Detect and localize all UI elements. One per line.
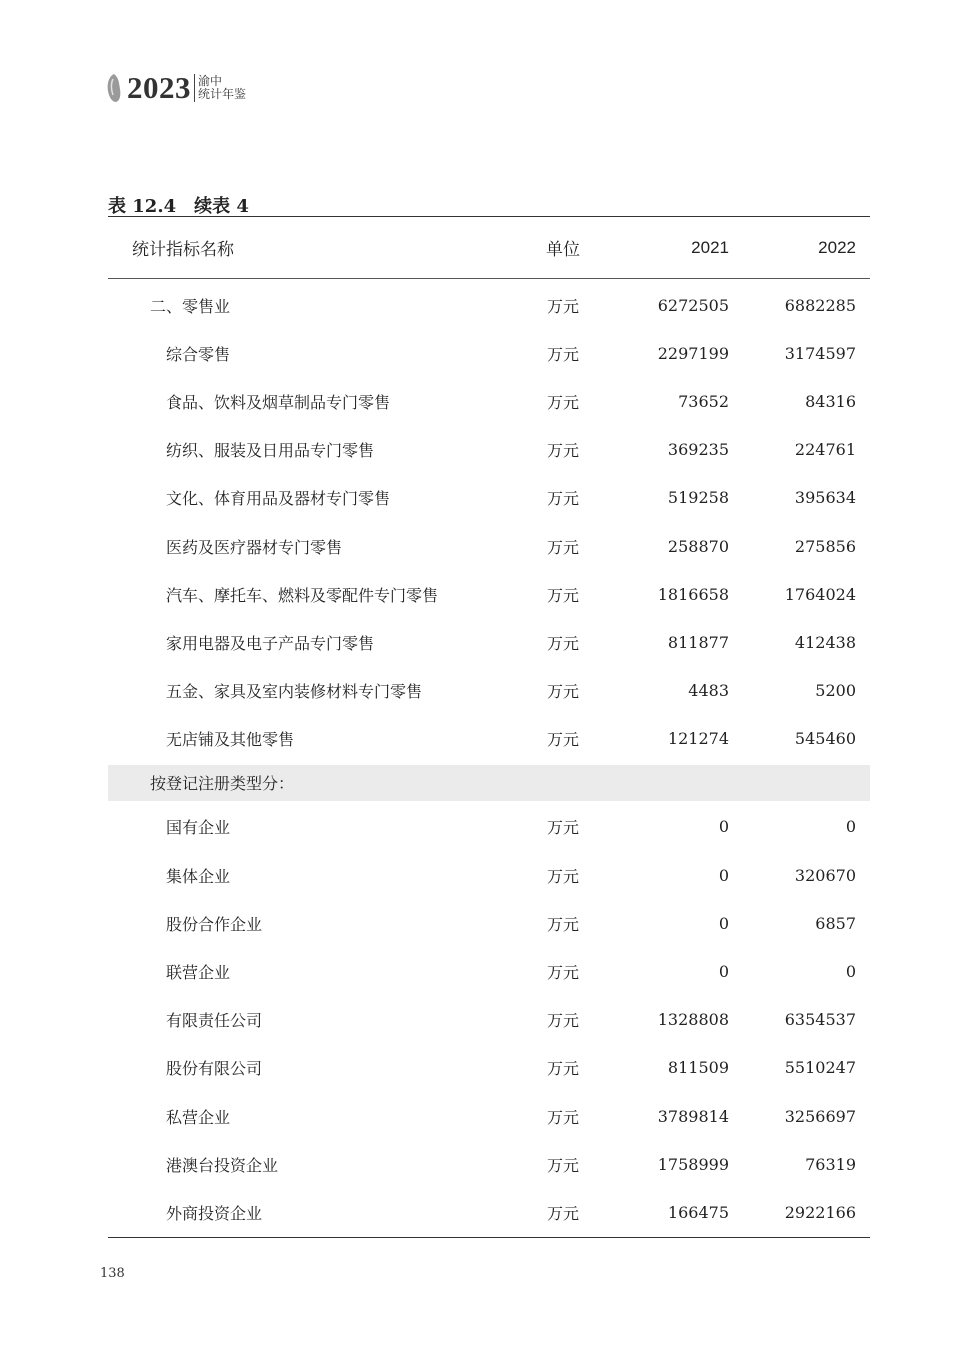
row-value-2022: 76319 — [805, 1154, 856, 1174]
row-value-2021: 1758999 — [657, 1154, 729, 1174]
row-unit: 万元 — [546, 914, 579, 934]
row-value-2021: 369235 — [667, 440, 729, 460]
row-unit: 万元 — [546, 682, 579, 702]
row-value-2022: 1764024 — [784, 584, 856, 604]
row-value-2021: 0 — [718, 817, 729, 837]
row-value-2021: 73652 — [678, 391, 729, 411]
row-unit: 万元 — [546, 537, 579, 557]
table-row — [108, 281, 870, 329]
yearbook-year: 2023 — [127, 70, 191, 105]
row-unit: 万元 — [546, 1203, 579, 1223]
row-name: 有限责任公司 — [166, 1011, 263, 1031]
row-unit: 万元 — [546, 1011, 579, 1031]
yearbook-logo-icon — [105, 73, 123, 103]
row-name: 二、零售业 — [150, 296, 231, 316]
row-unit: 万元 — [546, 585, 579, 605]
row-value-2021: 258870 — [667, 536, 729, 556]
header-unit: 单位 — [546, 240, 580, 260]
row-unit: 万元 — [546, 866, 579, 886]
row-name: 外商投资企业 — [166, 1203, 263, 1223]
header-name: 统计指标名称 — [132, 240, 234, 260]
row-value-2022: 224761 — [794, 440, 856, 460]
row-value-2022: 275856 — [794, 536, 856, 556]
row-name: 医药及医疗器材专门零售 — [166, 537, 343, 557]
brand-line-1: 渝中 — [198, 73, 223, 88]
row-name: 综合零售 — [166, 344, 231, 364]
table-row — [108, 947, 870, 995]
table-row — [108, 803, 870, 851]
row-name: 五金、家具及室内装修材料专门零售 — [166, 682, 423, 702]
row-value-2021: 6272505 — [657, 295, 729, 315]
header-2022: 2022 — [818, 237, 856, 257]
row-unit: 万元 — [546, 392, 579, 412]
row-value-2021: 2297199 — [657, 343, 729, 363]
row-name: 纺织、服装及日用品专门零售 — [166, 441, 375, 461]
table-row — [108, 522, 870, 570]
row-unit: 万元 — [546, 1059, 579, 1079]
row-value-2022: 6857 — [815, 913, 856, 933]
table-bottom-rule — [108, 1237, 870, 1238]
row-name: 汽车、摩托车、燃料及零配件专门零售 — [166, 585, 439, 605]
section-row — [108, 765, 870, 801]
row-value-2022: 412438 — [794, 632, 856, 652]
brand-line-2: 统计年鉴 — [198, 86, 247, 101]
row-name: 私营企业 — [166, 1107, 231, 1127]
row-unit: 万元 — [546, 1155, 579, 1175]
row-value-2022: 5510247 — [784, 1058, 856, 1078]
row-unit: 万元 — [546, 633, 579, 653]
row-name: 无店铺及其他零售 — [166, 730, 295, 750]
row-value-2021: 1816658 — [657, 584, 729, 604]
row-value-2022: 395634 — [794, 488, 856, 508]
row-value-2021: 0 — [718, 865, 729, 885]
row-value-2022: 6354537 — [784, 1010, 856, 1030]
row-unit: 万元 — [546, 818, 579, 838]
table-row — [108, 570, 870, 618]
row-name: 联营企业 — [166, 963, 231, 983]
brand-divider — [194, 74, 195, 102]
table-row — [108, 618, 870, 666]
row-name: 国有企业 — [166, 818, 231, 838]
table-row — [108, 1188, 870, 1236]
row-name: 文化、体育用品及器材专门零售 — [166, 489, 391, 509]
table-row — [108, 851, 870, 899]
table-row — [108, 1044, 870, 1092]
row-value-2022: 0 — [845, 817, 856, 837]
table-row — [108, 899, 870, 947]
table-row — [108, 329, 870, 377]
row-value-2022: 84316 — [805, 391, 856, 411]
retail-rows — [108, 279, 870, 763]
page-number: 138 — [100, 1266, 125, 1281]
row-value-2022: 5200 — [815, 681, 856, 701]
yearbook-brand — [198, 75, 246, 101]
row-name: 股份合作企业 — [166, 914, 263, 934]
row-unit: 万元 — [546, 489, 579, 509]
table-row — [108, 474, 870, 522]
row-value-2022: 6882285 — [784, 295, 856, 315]
row-value-2021: 0 — [718, 913, 729, 933]
row-value-2022: 2922166 — [784, 1202, 856, 1222]
table-row — [108, 426, 870, 474]
row-unit: 万元 — [546, 344, 579, 364]
row-value-2021: 166475 — [667, 1202, 729, 1222]
header-2021: 2021 — [691, 237, 729, 257]
table-row — [108, 667, 870, 715]
table-row — [108, 1092, 870, 1140]
section-label: 按登记注册类型分： — [150, 774, 295, 794]
row-value-2022: 0 — [845, 962, 856, 982]
row-value-2022: 3174597 — [784, 343, 856, 363]
row-value-2021: 519258 — [667, 488, 729, 508]
row-value-2021: 4483 — [688, 681, 729, 701]
row-name: 食品、饮料及烟草制品专门零售 — [166, 392, 391, 412]
table-row — [108, 996, 870, 1044]
row-value-2021: 3789814 — [657, 1106, 729, 1126]
row-name: 家用电器及电子产品专门零售 — [166, 633, 375, 653]
row-unit: 万元 — [546, 441, 579, 461]
registration-type-rows — [108, 803, 870, 1237]
row-value-2022: 320670 — [794, 865, 856, 885]
row-value-2021: 121274 — [667, 729, 729, 749]
row-unit: 万元 — [546, 730, 579, 750]
row-value-2021: 1328808 — [657, 1010, 729, 1030]
row-unit: 万元 — [546, 963, 579, 983]
row-name: 港澳台投资企业 — [166, 1155, 279, 1175]
yearbook-header — [105, 72, 246, 103]
statistics-table — [108, 216, 870, 1238]
table-title: 表 12.4 续表 4 — [108, 196, 249, 217]
row-name: 股份有限公司 — [166, 1059, 263, 1079]
table-header-row — [108, 217, 870, 278]
table-row — [108, 715, 870, 763]
row-value-2021: 811509 — [667, 1058, 729, 1078]
row-unit: 万元 — [546, 296, 579, 316]
row-value-2022: 3256697 — [784, 1106, 856, 1126]
table-row — [108, 377, 870, 425]
row-name: 集体企业 — [166, 866, 231, 886]
row-value-2021: 0 — [718, 962, 729, 982]
row-value-2021: 811877 — [667, 632, 729, 652]
row-value-2022: 545460 — [794, 729, 856, 749]
row-unit: 万元 — [546, 1107, 579, 1127]
table-row — [108, 1140, 870, 1188]
